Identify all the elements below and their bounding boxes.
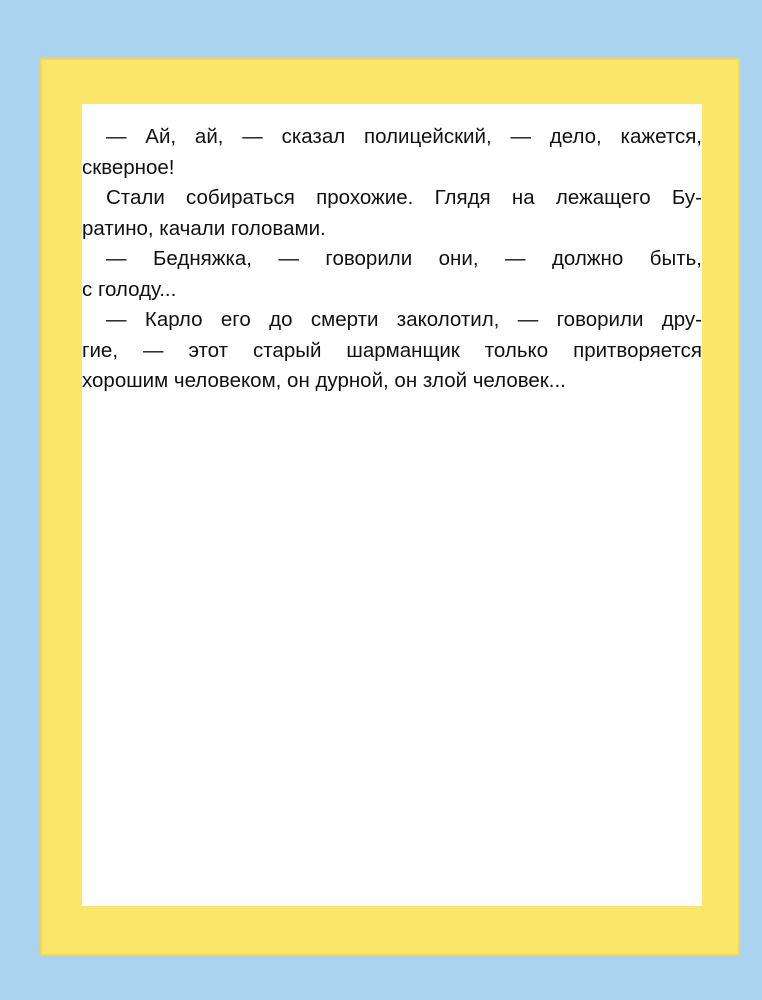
text-line: — Карло его до смерти заколотил, — говорили дру- [106, 308, 702, 331]
text-line: ратино, качали головами. [82, 216, 326, 240]
story-paragraph [82, 305, 702, 397]
text-line: — Бедняжка, — говорили они, — должно быть, [106, 247, 702, 270]
story-paragraph [82, 244, 702, 305]
story-paragraph [82, 183, 702, 244]
text-line: хорошим человеком, он дурной, он злой человек... [82, 369, 566, 392]
text-line: скверное! [82, 155, 175, 179]
book-page [82, 104, 702, 906]
text-line: Стали собираться прохожие. Глядя на лежащего Бу- [106, 186, 702, 209]
text-line: гие, — этот старый шарманщик только притворяется [82, 338, 702, 362]
text-line: с голоду... [82, 277, 177, 301]
text-line: — Ай, ай, — сказал полицейский, — дело, кажется, [106, 125, 702, 148]
story-paragraph [82, 122, 702, 183]
